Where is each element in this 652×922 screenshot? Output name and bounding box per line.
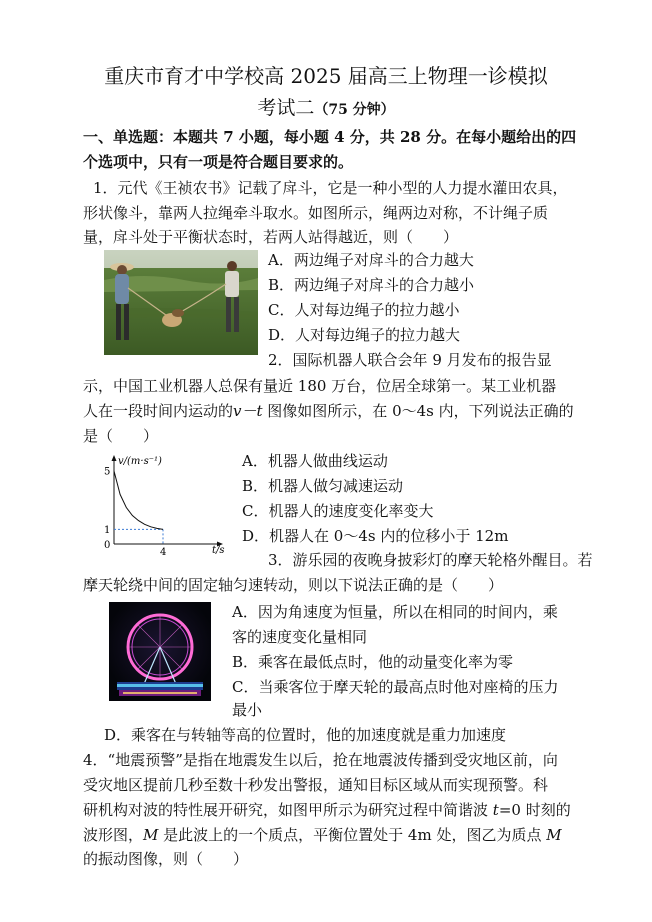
q2-line1: 2．国际机器人联合会年 9 月发布的报告显	[268, 351, 552, 369]
exam-duration: （75 分钟）	[314, 102, 395, 118]
q2-option-a: A．机器人做曲线运动	[242, 452, 388, 470]
q4-line3-start: 研机构对波的特性展开研究，如图甲所示为研究过程中简谐波	[83, 801, 493, 819]
q4-line1: 4．“地震预警”是指在地震发生以后，抢在地震波传播到受灾地区前，向	[83, 751, 558, 769]
q1-line3: 量，戽斗处于平衡状态时，若两人站得越近，则（ ）	[83, 228, 459, 246]
q3-line2: 摩天轮绕中间的固定轴匀速转动，则以下说法正确的是（ ）	[83, 576, 504, 594]
q1-option-b: B．两边绳子对戽斗的合力越小	[268, 276, 475, 294]
y-tick-label: 5	[104, 466, 111, 478]
section-heading-line1: 一、单选题：本题共 7 小题，每小题 4 分，共 28 分。在每小题给出的四	[83, 128, 577, 146]
exam-title: 重庆市育才中学校高 2025 届高三上物理一诊模拟	[104, 64, 548, 88]
velocity-curve	[114, 471, 163, 529]
q4-line3	[83, 800, 571, 820]
q4-line3-end: =0 时刻的	[498, 801, 571, 819]
q4-line4-start: 波形图，	[83, 826, 144, 844]
q2-vt-symbol: v－t	[233, 402, 263, 420]
farmers-photo	[104, 250, 258, 355]
q2-line3	[83, 401, 574, 421]
q4-m-symbol-1: M	[143, 826, 159, 844]
q3-line1: 3．游乐园的夜晚身披彩灯的摩天轮格外醒目。若	[268, 551, 593, 569]
x-tick-label: 4	[160, 547, 167, 558]
q4-line4	[83, 825, 562, 845]
origin-label: 0	[104, 540, 111, 551]
vt-chart	[100, 452, 236, 558]
section-heading-line2: 个选项中，只有一项是符合题目要求的。	[83, 153, 354, 171]
y-axis-arrow	[112, 455, 117, 461]
q1-option-a: A．两边绳子对戽斗的合力越大	[268, 251, 474, 269]
q2-line3-start: 人在一段时间内运动的	[83, 402, 234, 420]
q2-option-d: D．机器人在 0～4s 内的位移小于 12m	[242, 527, 509, 545]
q4-m-symbol-2: M	[546, 826, 562, 844]
q2-line3-end: 图像如图所示，在 0～4s 内，下列说法正确的	[262, 402, 574, 420]
subtitle-text: 考试二	[257, 97, 315, 119]
q1-option-c: C．人对每边绳子的拉力越小	[268, 301, 460, 319]
q4-line2: 受灾地区提前几秒至数十秒发出警报，通知目标区域从而实现预警。科	[83, 776, 549, 794]
q4-t-symbol: t	[492, 801, 499, 819]
q3-option-a-line1: A．因为角速度为恒量，所以在相同的时间内，乘	[232, 603, 558, 621]
q4-line5: 的振动图像，则（ ）	[83, 850, 249, 868]
q1-line1: 1．元代《王祯农书》记载了戽斗，它是一种小型的人力提水灌田农具，	[93, 179, 568, 197]
q3-option-c-line1: C．当乘客位于摩天轮的最高点时他对座椅的压力	[232, 678, 559, 696]
q2-line4: 是（ ）	[83, 427, 159, 445]
q3-option-d: D．乘客在与转轴等高的位置时，他的加速度就是重力加速度	[104, 726, 507, 744]
q1-line2: 形状像斗，靠两人拉绳牵斗取水。如图所示，绳两边对称，不计绳子质	[83, 204, 549, 222]
q2-line2: 示，中国工业机器人总保有量近 180 万台，位居全球第一。某工业机器	[83, 377, 557, 395]
q3-option-c-line2: 最小	[232, 701, 263, 719]
q3-option-b: B．乘客在最低点时，他的动量变化率为零	[232, 653, 514, 671]
y-tick-label: 1	[104, 524, 111, 536]
q2-option-b: B．机器人做匀减速运动	[242, 477, 404, 495]
q3-option-a-line2: 客的速度变化量相同	[232, 628, 368, 646]
exam-subtitle	[0, 93, 652, 120]
q2-option-c: C．机器人的速度变化率变大	[242, 502, 434, 520]
y-axis-label: v/(m·s⁻¹)	[118, 456, 162, 467]
q1-option-d: D．人对每边绳子的拉力越大	[268, 326, 461, 344]
ferris-wheel-photo	[109, 602, 211, 701]
q4-line4-mid: 是此波上的一个质点，平衡位置处于 4m 处，图乙为质点	[158, 826, 547, 844]
x-axis-label: t/s	[212, 545, 225, 556]
